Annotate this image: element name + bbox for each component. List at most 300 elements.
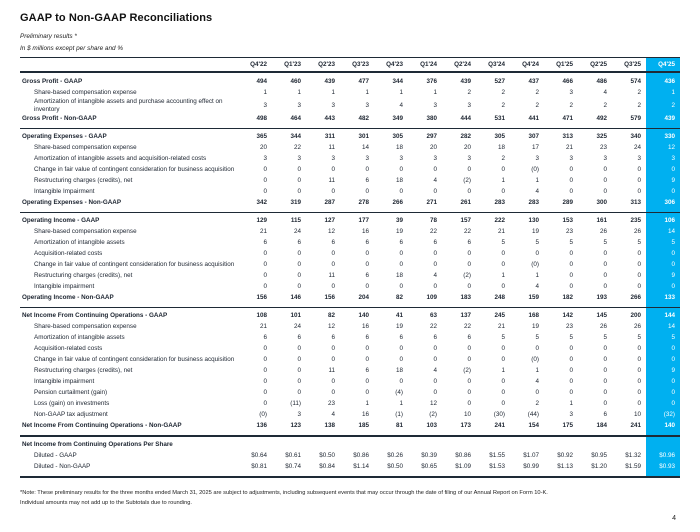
value-cell: 0: [646, 344, 680, 355]
value-cell: 0: [263, 261, 267, 269]
value-cell: 0: [603, 261, 607, 269]
value-cell: 464: [290, 115, 301, 123]
value-cell: 1: [646, 87, 680, 98]
value-cell: 241: [630, 422, 641, 430]
value-cell: 0: [467, 389, 471, 397]
value-cell: 11: [328, 144, 335, 152]
value-cell: [476, 440, 510, 451]
value-cell: 177: [358, 217, 369, 225]
value-cell: 137: [460, 312, 471, 320]
value-cell: 0: [646, 165, 680, 176]
value-cell: 365: [256, 133, 267, 141]
value-cell: 0: [433, 166, 437, 174]
value-cell: 22: [429, 228, 437, 236]
value-cell: 193: [596, 294, 607, 302]
value-cell: 0: [331, 261, 335, 269]
value-cell: 0: [297, 356, 301, 364]
spacer-cell: [510, 473, 544, 477]
value-cell: [306, 440, 340, 451]
value-cell: 157: [460, 217, 471, 225]
row-label: Amortization of intangible assets and acquisition-related costs: [34, 155, 207, 163]
value-cell: 300: [596, 199, 607, 207]
value-cell: (0): [531, 356, 539, 364]
value-cell: 10: [463, 411, 471, 419]
subtitle-units: In $ millions except per share and %: [20, 45, 124, 52]
value-cell: 2: [535, 88, 539, 96]
value-cell: 3: [433, 101, 437, 109]
value-cell: 0: [569, 283, 573, 291]
page-number: 4: [672, 515, 676, 522]
value-cell: 0: [603, 250, 607, 258]
value-cell: 14: [646, 322, 680, 333]
value-cell: 2: [467, 88, 471, 96]
value-cell: 0: [433, 188, 437, 196]
value-cell: 0: [365, 356, 369, 364]
value-cell: 0: [501, 261, 505, 269]
value-cell: $1.09: [455, 463, 471, 471]
value-cell: 0: [603, 345, 607, 353]
value-cell: 0: [603, 389, 607, 397]
value-cell: 0: [637, 367, 641, 375]
value-cell: 1: [501, 177, 505, 185]
value-cell: 0: [399, 188, 403, 196]
value-cell: 2: [501, 88, 505, 96]
value-cell: 22: [293, 144, 301, 152]
value-cell: 283: [494, 199, 505, 207]
value-cell: 0: [263, 283, 267, 291]
value-cell: 183: [460, 294, 471, 302]
value-cell: 2: [637, 88, 641, 96]
footnotes: [20, 490, 680, 506]
value-cell: 1: [365, 88, 369, 96]
value-cell: 3: [263, 155, 267, 163]
value-cell: 0: [399, 166, 403, 174]
value-cell: 26: [599, 228, 607, 236]
value-cell: 3: [331, 101, 335, 109]
value-cell: 0: [263, 356, 267, 364]
value-cell: 439: [460, 77, 471, 85]
row-label: Amortization of intangible assets: [34, 239, 125, 247]
value-cell: 235: [630, 217, 641, 225]
value-cell: 241: [494, 422, 505, 430]
row-label: Acquisition-related costs: [34, 250, 103, 258]
value-cell: 0: [603, 378, 607, 386]
value-cell: 297: [426, 133, 437, 141]
value-cell: 0: [331, 345, 335, 353]
value-cell: 12: [429, 400, 437, 408]
value-cell: [578, 440, 612, 451]
value-cell: 12: [327, 228, 335, 236]
spacer-cell: [340, 473, 374, 477]
value-cell: 0: [263, 177, 267, 185]
value-cell: 9: [646, 271, 680, 282]
value-cell: 0: [637, 356, 641, 364]
value-cell: 4: [433, 367, 437, 375]
value-cell: 101: [290, 312, 301, 320]
value-cell: 6: [433, 239, 437, 247]
value-cell: 0: [646, 377, 680, 388]
subtitle-preliminary: Preliminary results *: [20, 33, 77, 40]
value-cell: 1: [535, 272, 539, 280]
value-cell: 6: [603, 411, 607, 419]
value-cell: 0: [569, 177, 573, 185]
column-header: Q1'25: [544, 58, 578, 73]
value-cell: 0: [603, 400, 607, 408]
value-cell: 0: [365, 345, 369, 353]
column-header: Q4'24: [510, 58, 544, 73]
value-cell: $0.86: [455, 452, 471, 460]
value-cell: 0: [646, 355, 680, 366]
value-cell: 16: [361, 228, 369, 236]
value-cell: 0: [263, 378, 267, 386]
value-cell: (1): [395, 411, 403, 419]
value-cell: 245: [494, 312, 505, 320]
row-label: Restructuring charges (credits), net: [34, 177, 133, 185]
value-cell: 26: [599, 323, 607, 331]
value-cell: 3: [535, 155, 539, 163]
value-cell: 313: [562, 133, 573, 141]
value-cell: 0: [535, 389, 539, 397]
value-cell: 344: [392, 77, 403, 85]
value-cell: 0: [263, 188, 267, 196]
value-cell: 0: [467, 345, 471, 353]
value-cell: 5: [501, 334, 505, 342]
row-label: Share-based compensation expense: [34, 323, 137, 331]
value-cell: 2: [569, 101, 573, 109]
value-cell: 325: [596, 133, 607, 141]
value-cell: 2: [603, 101, 607, 109]
row-label: Change in fair value of contingent consideration for business acquisition: [34, 166, 235, 174]
value-cell: 0: [603, 367, 607, 375]
value-cell: 266: [630, 294, 641, 302]
value-cell: 106: [646, 216, 680, 227]
value-cell: 168: [528, 312, 539, 320]
value-cell: 21: [497, 228, 505, 236]
value-cell: 3: [569, 411, 573, 419]
value-cell: 311: [324, 133, 335, 141]
value-cell: 12: [646, 143, 680, 154]
value-cell: 0: [467, 400, 471, 408]
column-header: Q3'25: [612, 58, 646, 73]
value-cell: 0: [603, 283, 607, 291]
row-label: Intangible impairment: [34, 283, 95, 291]
value-cell: 0: [646, 399, 680, 410]
value-cell: 0: [467, 283, 471, 291]
value-cell: 109: [426, 294, 437, 302]
value-cell: 0: [501, 400, 505, 408]
value-cell: $0.81: [251, 463, 267, 471]
value-cell: (0): [531, 261, 539, 269]
value-cell: 0: [297, 250, 301, 258]
value-cell: 1: [399, 400, 403, 408]
value-cell: 0: [569, 166, 573, 174]
value-cell: 0: [569, 345, 573, 353]
page-title: GAAP to Non-GAAP Reconciliations: [20, 12, 213, 24]
value-cell: 6: [263, 334, 267, 342]
column-header: Q1'23: [272, 58, 306, 73]
row-label: Diluted - Non-GAAP: [34, 463, 91, 471]
value-cell: 6: [399, 334, 403, 342]
value-cell: 154: [528, 422, 539, 430]
value-cell: 0: [501, 188, 505, 196]
value-cell: 6: [263, 239, 267, 247]
value-cell: 0: [263, 400, 267, 408]
value-cell: (0): [259, 411, 267, 419]
value-cell: 261: [460, 199, 471, 207]
value-cell: 21: [565, 144, 573, 152]
column-header: Q3'23: [340, 58, 374, 73]
value-cell: 6: [365, 177, 369, 185]
value-cell: 3: [433, 155, 437, 163]
value-cell: 24: [293, 323, 301, 331]
value-cell: 0: [297, 166, 301, 174]
value-cell: 142: [562, 312, 573, 320]
value-cell: 0: [365, 378, 369, 386]
value-cell: 5: [569, 239, 573, 247]
value-cell: 0: [501, 166, 505, 174]
value-cell: 313: [630, 199, 641, 207]
value-cell: 444: [460, 115, 471, 123]
value-cell: 140: [358, 312, 369, 320]
value-cell: 23: [565, 228, 573, 236]
value-cell: 0: [331, 166, 335, 174]
value-cell: 0: [433, 356, 437, 364]
value-cell: 19: [395, 228, 403, 236]
value-cell: [272, 440, 306, 451]
value-cell: $1.32: [625, 452, 641, 460]
value-cell: 579: [630, 115, 641, 123]
value-cell: 0: [569, 356, 573, 364]
value-cell: 306: [646, 198, 680, 209]
value-cell: 6: [365, 367, 369, 375]
value-cell: 4: [535, 378, 539, 386]
value-cell: 0: [467, 261, 471, 269]
value-cell: 156: [256, 294, 267, 302]
value-cell: 439: [324, 77, 335, 85]
value-cell: 0: [467, 188, 471, 196]
value-cell: 0: [646, 388, 680, 399]
value-cell: 4: [433, 177, 437, 185]
value-cell: 0: [263, 367, 267, 375]
value-cell: $0.99: [523, 463, 539, 471]
value-cell: 127: [324, 217, 335, 225]
value-cell: 0: [297, 188, 301, 196]
value-cell: 153: [562, 217, 573, 225]
value-cell: 5: [569, 334, 573, 342]
value-cell: 2: [501, 155, 505, 163]
value-cell: 0: [399, 250, 403, 258]
value-cell: 0: [331, 378, 335, 386]
spacer-cell: [272, 473, 306, 477]
spacer-cell: [238, 473, 272, 477]
value-cell: 248: [494, 294, 505, 302]
value-cell: 0: [637, 250, 641, 258]
value-cell: 0: [331, 188, 335, 196]
value-cell: 5: [603, 334, 607, 342]
value-cell: 14: [646, 227, 680, 238]
value-cell: 0: [637, 188, 641, 196]
value-cell: 0: [637, 400, 641, 408]
spacer-cell: [544, 473, 578, 477]
value-cell: 23: [327, 400, 335, 408]
row-label: Net Income From Continuing Operations - Non-GAAP: [22, 422, 182, 430]
value-cell: (0): [531, 166, 539, 174]
value-cell: 173: [460, 422, 471, 430]
value-cell: 0: [365, 188, 369, 196]
value-cell: 460: [290, 77, 301, 85]
value-cell: $1.59: [625, 463, 641, 471]
value-cell: 2: [501, 101, 505, 109]
value-cell: $0.96: [646, 451, 680, 462]
value-cell: [510, 440, 544, 451]
value-cell: 82: [327, 312, 335, 320]
row-label: Operating Income - Non-GAAP: [22, 294, 114, 302]
value-cell: $1.07: [523, 452, 539, 460]
column-header: Q4'22: [238, 58, 272, 73]
value-cell: 12: [327, 323, 335, 331]
spacer-cell: [442, 473, 476, 477]
value-cell: 1: [297, 88, 301, 96]
value-cell: 1: [331, 88, 335, 96]
value-cell: 0: [297, 283, 301, 291]
value-cell: 1: [501, 367, 505, 375]
value-cell: 3: [603, 155, 607, 163]
column-header: Q4'25: [646, 58, 680, 73]
value-cell: 20: [259, 144, 267, 152]
value-cell: 10: [633, 411, 641, 419]
value-cell: 4: [603, 88, 607, 96]
value-cell: 3: [297, 101, 301, 109]
value-cell: $0.84: [319, 463, 335, 471]
value-cell: 182: [562, 294, 573, 302]
value-cell: 21: [497, 323, 505, 331]
value-cell: 123: [290, 422, 301, 430]
value-cell: 6: [365, 334, 369, 342]
value-cell: 140: [646, 421, 680, 432]
value-cell: 0: [331, 283, 335, 291]
value-cell: $0.74: [285, 463, 301, 471]
value-cell: 0: [467, 166, 471, 174]
value-cell: 0: [365, 261, 369, 269]
column-header: Q4'23: [374, 58, 408, 73]
value-cell: 78: [429, 217, 437, 225]
value-cell: 574: [630, 77, 641, 85]
value-cell: 0: [467, 356, 471, 364]
value-cell: 4: [535, 283, 539, 291]
value-cell: $0.86: [353, 452, 369, 460]
value-cell: 1: [263, 88, 267, 96]
value-cell: 1: [535, 177, 539, 185]
value-cell: 2: [646, 98, 680, 114]
value-cell: 103: [426, 422, 437, 430]
value-cell: (30): [493, 411, 505, 419]
value-cell: 301: [358, 133, 369, 141]
column-header: Q2'23: [306, 58, 340, 73]
value-cell: 5: [637, 239, 641, 247]
value-cell: 271: [426, 199, 437, 207]
value-cell: 6: [467, 334, 471, 342]
value-cell: $1.13: [557, 463, 573, 471]
value-cell: 0: [297, 272, 301, 280]
value-cell: 6: [365, 239, 369, 247]
value-cell: 2: [637, 101, 641, 109]
value-cell: 184: [596, 422, 607, 430]
value-cell: 0: [535, 345, 539, 353]
value-cell: 6: [331, 239, 335, 247]
value-cell: 436: [646, 76, 680, 87]
value-cell: 3: [637, 155, 641, 163]
value-cell: 0: [637, 345, 641, 353]
value-cell: 0: [603, 188, 607, 196]
spacer-cell: [374, 473, 408, 477]
value-cell: [374, 440, 408, 451]
value-cell: 19: [531, 323, 539, 331]
value-cell: 486: [596, 77, 607, 85]
row-label: Share-based compensation expense: [34, 144, 137, 152]
value-cell: $1.53: [489, 463, 505, 471]
value-cell: 6: [433, 334, 437, 342]
value-cell: 6: [365, 272, 369, 280]
value-cell: 305: [494, 133, 505, 141]
value-cell: 2: [535, 400, 539, 408]
value-cell: $0.26: [387, 452, 403, 460]
value-cell: 0: [501, 378, 505, 386]
column-header: Q3'24: [476, 58, 510, 73]
row-label: Pension curtailment (gain): [34, 389, 108, 397]
value-cell: 3: [297, 411, 301, 419]
value-cell: 159: [528, 294, 539, 302]
value-cell: $0.61: [285, 452, 301, 460]
value-cell: 0: [297, 378, 301, 386]
value-cell: 18: [395, 367, 403, 375]
row-label: Diluted - GAAP: [34, 452, 77, 460]
value-cell: 0: [399, 356, 403, 364]
value-cell: 0: [331, 356, 335, 364]
row-label: Share-based compensation expense: [34, 88, 137, 96]
value-cell: [408, 440, 442, 451]
value-cell: 0: [433, 345, 437, 353]
value-cell: 39: [395, 217, 403, 225]
value-cell: 0: [646, 260, 680, 271]
value-cell: 0: [297, 261, 301, 269]
value-cell: 9: [646, 176, 680, 187]
row-label: Gross Profit - GAAP: [22, 77, 83, 85]
value-cell: 1: [365, 400, 369, 408]
value-cell: 0: [467, 250, 471, 258]
value-cell: 18: [395, 144, 403, 152]
value-cell: 466: [562, 77, 573, 85]
value-cell: 1: [501, 272, 505, 280]
column-header: Q2'25: [578, 58, 612, 73]
value-cell: 14: [361, 144, 369, 152]
value-cell: 0: [637, 378, 641, 386]
value-cell: 26: [633, 323, 641, 331]
value-cell: 175: [562, 422, 573, 430]
value-cell: 63: [429, 312, 437, 320]
value-cell: 5: [603, 239, 607, 247]
value-cell: [340, 440, 374, 451]
value-cell: 3: [646, 154, 680, 165]
spacer-cell: [612, 473, 646, 477]
value-cell: 0: [603, 272, 607, 280]
value-cell: 340: [630, 133, 641, 141]
value-cell: 330: [646, 132, 680, 143]
row-label: Net Income From Continuing Operations - GAAP: [22, 312, 168, 320]
value-cell: 146: [290, 294, 301, 302]
value-cell: 4: [433, 272, 437, 280]
value-cell: 0: [646, 187, 680, 198]
value-cell: 138: [324, 422, 335, 430]
